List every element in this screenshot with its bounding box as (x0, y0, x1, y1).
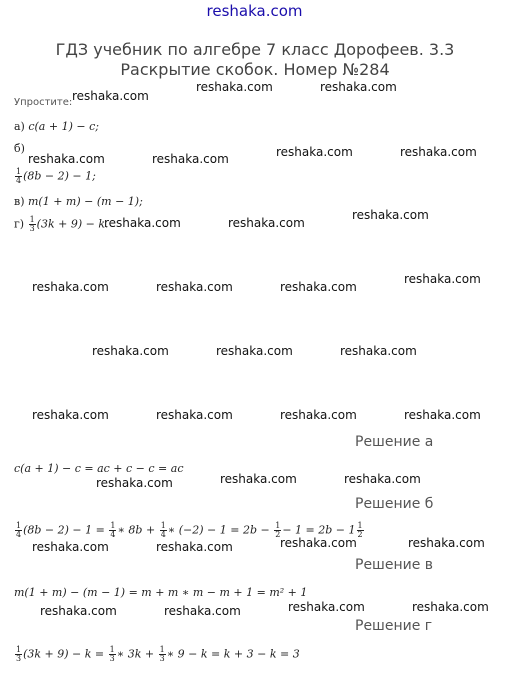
watermark: reshaka.com (228, 216, 305, 230)
watermark: reshaka.com (216, 344, 293, 358)
watermark: reshaka.com (404, 272, 481, 286)
watermark: reshaka.com (156, 540, 233, 554)
watermark: reshaka.com (340, 344, 417, 358)
task-a-label: а) (14, 120, 25, 133)
solution-b-expr: $\frac{1}{4}$ (8b − 2) − 1 = $\frac{1}{4}$ ∗ 8b + $\frac{1}{4}$ ∗ (−2) − 1 = 2b − $\frac{1}{2}$ − 1 = 2b − 1 $\frac{1}{2}$ (16, 521, 363, 539)
watermark: reshaka.com (72, 89, 149, 103)
watermark: reshaka.com (28, 152, 105, 166)
task-v-expr: m(1 + m) − (m − 1); (27, 195, 143, 208)
watermark: reshaka.com (156, 408, 233, 422)
watermark: reshaka.com (412, 600, 489, 614)
solution-g-expr: $\frac{1}{3}$ (3k + 9) − k = $\frac{1}{3}$ ∗ 3k + $\frac{1}{3}$ ∗ 9 − k = k + 3 − k = 3 (16, 645, 300, 663)
task-g-fraction: $\frac{1}{3}$ (29, 215, 35, 233)
watermark: reshaka.com (280, 280, 357, 294)
task-b (14, 168, 96, 185)
watermark: reshaka.com (400, 145, 477, 159)
solution-a-heading: Решение а (355, 434, 434, 450)
watermark: reshaka.com (220, 472, 297, 486)
task-b-fraction: $\frac{1}{4}$ (16, 167, 22, 185)
task-g-label: г) (14, 217, 25, 231)
task-g-expr: (3k + 9) − k. (36, 217, 109, 231)
solution-a-expr: c(a + 1) − c = ac + c − c = ac (14, 462, 184, 475)
watermark: reshaka.com (404, 408, 481, 422)
watermark: reshaka.com (32, 540, 109, 554)
task-intro: Упростите: (14, 97, 73, 108)
site-header-link[interactable]: reshaka.com (206, 2, 303, 20)
watermark: reshaka.com (156, 280, 233, 294)
watermark: reshaka.com (344, 472, 421, 486)
page-title: ГДЗ учебник по алгебре 7 класс Дорофеев. 3.3 Раскрытие скобок. Номер №284 (55, 40, 455, 79)
watermark: reshaka.com (92, 344, 169, 358)
task-v (14, 195, 143, 208)
watermark: reshaka.com (40, 604, 117, 618)
task-b-label: б) (14, 142, 25, 155)
watermark: reshaka.com (32, 280, 109, 294)
watermark: reshaka.com (320, 80, 397, 94)
watermark: reshaka.com (280, 408, 357, 422)
watermark: reshaka.com (104, 216, 181, 230)
watermark: reshaka.com (408, 536, 485, 550)
watermark: reshaka.com (276, 145, 353, 159)
watermark: reshaka.com (152, 152, 229, 166)
solution-v-heading: Решение в (355, 557, 434, 573)
watermark: reshaka.com (196, 80, 273, 94)
solution-g-heading: Решение г (355, 618, 433, 634)
task-a-expr: c(a + 1) − c; (28, 120, 99, 133)
task-g (14, 216, 108, 233)
watermark: reshaka.com (32, 408, 109, 422)
watermark: reshaka.com (280, 536, 357, 550)
task-v-label: в) (14, 195, 25, 208)
task-b-expr: (8b − 2) − 1; (23, 169, 96, 183)
watermark: reshaka.com (352, 208, 429, 222)
watermark: reshaka.com (288, 600, 365, 614)
solution-b-heading: Решение б (355, 496, 434, 512)
watermark: reshaka.com (96, 476, 173, 490)
solution-v-expr: m(1 + m) − (m − 1) = m + m ∗ m − m + 1 = m² + 1 (14, 586, 308, 599)
watermark: reshaka.com (164, 604, 241, 618)
task-a (14, 120, 99, 133)
